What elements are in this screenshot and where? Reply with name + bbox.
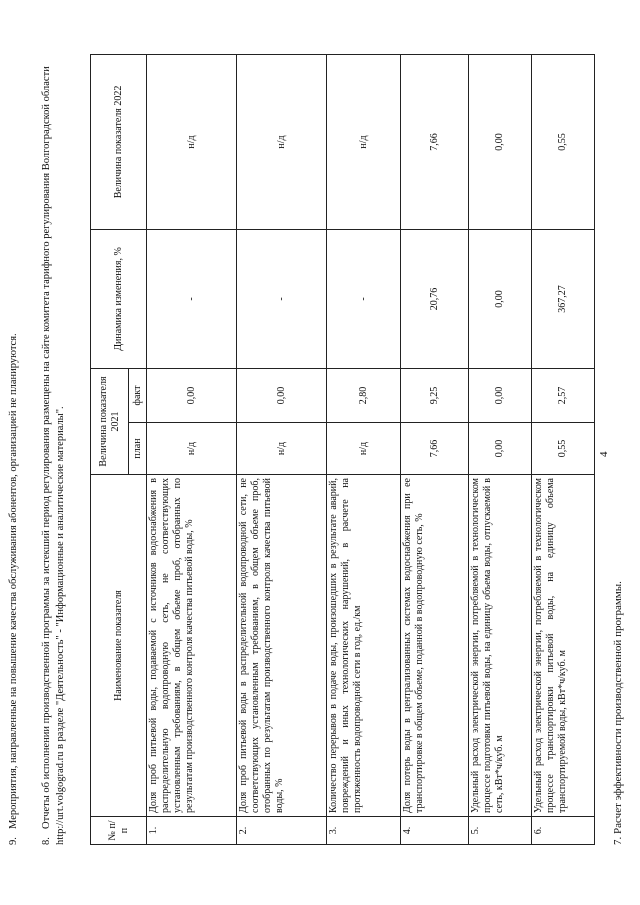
row-num: 5. (468, 817, 531, 845)
note-8-text: Отчеты об исполнении производственной программы за истекший период регулирования размещены на сайте комитета тарифного регулирования Волгоградской области http://urt.volgograd.ru в разделе "Деятельность" - "Информационные и аналитические материалы". (41, 66, 67, 845)
row-dynamics: 20,76 (401, 229, 469, 368)
row-num: 4. (401, 817, 469, 845)
row-value-2022: 0,00 (468, 54, 531, 229)
row-name: Доля потерь воды в централизованных системах водоснабжения при ее транспортировке в общем объеме, поданной в водопроводную сеть, % (401, 475, 469, 817)
row-value-2022: н/д (147, 54, 237, 229)
table-row (531, 54, 594, 844)
row-fact: 0,00 (468, 368, 531, 422)
row-plan: н/д (327, 423, 401, 475)
page-number: 4 (598, 451, 610, 457)
note-9-text: Мероприятия, направленные на повышение качества обслуживания абонентов, организацией не планируются. (8, 333, 19, 829)
row-dynamics: 367,27 (531, 229, 594, 368)
note-9-label: 9. (8, 837, 19, 845)
row-num: 3. (327, 817, 401, 845)
row-value-2022: 0,55 (531, 54, 594, 229)
row-num: 1. (147, 817, 237, 845)
row-dynamics: 0,00 (468, 229, 531, 368)
efficiency-table (90, 54, 595, 845)
row-fact: 9,25 (401, 368, 469, 422)
row-name: Удельный расход электрической энергии, потребляемой в технологическом процессе подготовки питьевой воды, на единицу объема воды, отпускаемой в сеть, кВт*ч/куб. м (468, 475, 531, 817)
row-dynamics: - (237, 229, 327, 368)
row-name: Количество перерывов в подаче воды, произошедших в результате аварий, повреждений и иных технологических нарушений, в расчете на протяженность водопроводной сети в год, ед./км (327, 475, 401, 817)
row-num: 2. (237, 817, 327, 845)
row-num: 6. (531, 817, 594, 845)
row-plan: н/д (147, 423, 237, 475)
row-fact: 0,00 (147, 368, 237, 422)
header-value-2022: Величина показателя 2022 (91, 54, 147, 229)
note-8 (40, 45, 68, 845)
row-fact: 0,00 (237, 368, 327, 422)
header-name: Наименование показателя (91, 475, 147, 817)
row-fact: 2,57 (531, 368, 594, 422)
table-row (147, 54, 237, 844)
table-row (327, 54, 401, 844)
row-dynamics: - (147, 229, 237, 368)
header-fact: факт (129, 368, 147, 422)
row-name: Доля проб питьевой воды, подаваемой с источников водоснабжения в распределительную водопроводную сеть, не соответствующих установленным требованиям, в общем объеме проб, отобранных по результатам производственного контроля качества питьевой воды, % (147, 475, 237, 817)
row-plan: 7,66 (401, 423, 469, 475)
row-dynamics: - (327, 229, 401, 368)
table-row (237, 54, 327, 844)
row-plan: 0,00 (468, 423, 531, 475)
table-row (401, 54, 469, 844)
row-name: Доля проб питьевой воды в распределительной водопроводной сети, не соответствующих установленным требованиям, в общем объеме проб, отобранных по результатам производственного контроля качества питьевой воды, % (237, 475, 327, 817)
table-row (468, 54, 531, 844)
section-title: 7. Расчет эффективности производственной программы. (612, 581, 624, 845)
row-plan: 0,55 (531, 423, 594, 475)
row-name: Удельный расход электрической энергии, потребляемой в технологическом процессе транспортировки питьевой воды, на единицу объема транспортируемой воды, кВт*ч/куб. м (531, 475, 594, 817)
row-plan: н/д (237, 423, 327, 475)
header-dynamics: Динамика изменения, % (91, 229, 147, 368)
note-8-label: 8. (41, 837, 52, 845)
row-value-2022: н/д (237, 54, 327, 229)
header-plan: план (129, 423, 147, 475)
header-num: № п/п (91, 817, 147, 845)
header-value-2021: Величина показателя 2021 (91, 368, 129, 474)
row-value-2022: 7,66 (401, 54, 469, 229)
row-fact: 2,80 (327, 368, 401, 422)
note-9 (8, 45, 19, 845)
row-value-2022: н/д (327, 54, 401, 229)
